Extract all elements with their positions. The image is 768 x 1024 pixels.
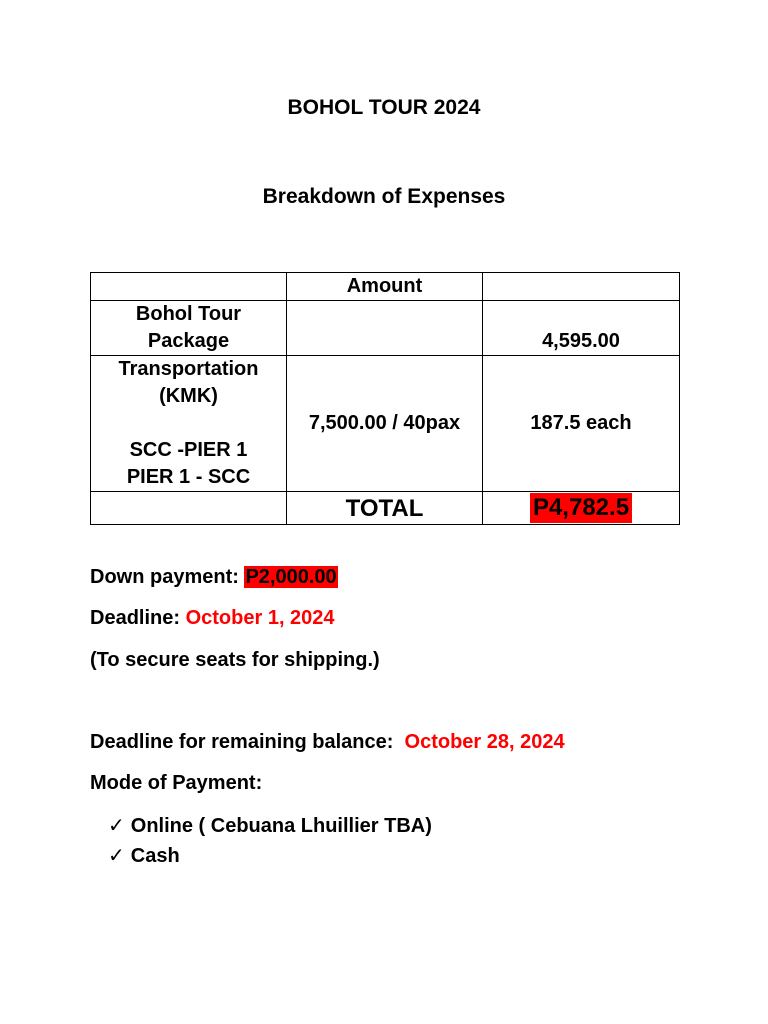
item-line: SCC -PIER 1 (129, 439, 248, 461)
payment-mode-label: Online ( Cebuana Lhuillier TBA) (130, 815, 432, 837)
down-payment-value: P2,000.00 (245, 566, 337, 588)
down-payment-label: Down payment: (90, 566, 245, 588)
remaining-balance-value: October 28, 2024 (404, 731, 565, 753)
table-total-row (91, 492, 680, 525)
item-line-spacer (91, 410, 286, 437)
checkmark-icon: ✓ (108, 815, 125, 837)
down-payment-line (90, 565, 338, 589)
table-row-transportation (91, 356, 680, 492)
header-cell-item (91, 273, 287, 301)
per-person-cell: 4,595.00 (483, 301, 680, 356)
remaining-balance-line (90, 730, 565, 754)
payment-mode-item (108, 814, 432, 838)
amount-cell (287, 301, 483, 356)
per-person-cell: 187.5 each (483, 356, 680, 492)
item-cell (91, 301, 287, 356)
shipping-note: (To secure seats for shipping.) (90, 649, 380, 671)
document-title: BOHOL TOUR 2024 (287, 96, 481, 119)
deadline-value: October 1, 2024 (185, 607, 335, 629)
item-line: Package (147, 330, 230, 352)
total-empty-cell (91, 492, 287, 525)
deadline-line (90, 606, 335, 630)
table-header-row (91, 273, 680, 301)
deadline-label: Deadline: (90, 607, 186, 629)
table-row-tour-package (91, 301, 680, 356)
checkmark-icon: ✓ (108, 845, 125, 867)
remaining-balance-label: Deadline for remaining balance: (90, 731, 405, 753)
total-label: TOTAL (287, 492, 483, 525)
item-line: Transportation (118, 358, 259, 380)
payment-mode-item (108, 844, 180, 868)
amount-cell: 7,500.00 / 40pax (287, 356, 483, 492)
payment-mode-heading: Mode of Payment: (90, 772, 263, 794)
header-cell-per-person (483, 273, 680, 301)
item-line: (KMK) (159, 385, 218, 407)
total-value: P4,782.5 (530, 493, 632, 523)
item-line: PIER 1 - SCC (126, 466, 251, 488)
item-line: Bohol Tour (135, 303, 242, 325)
document-subtitle: Breakdown of Expenses (262, 185, 506, 208)
expenses-table (90, 272, 680, 525)
item-cell (91, 356, 287, 492)
payment-mode-label: Cash (130, 845, 180, 867)
header-cell-amount: Amount (287, 273, 483, 301)
total-value-cell (483, 492, 680, 525)
